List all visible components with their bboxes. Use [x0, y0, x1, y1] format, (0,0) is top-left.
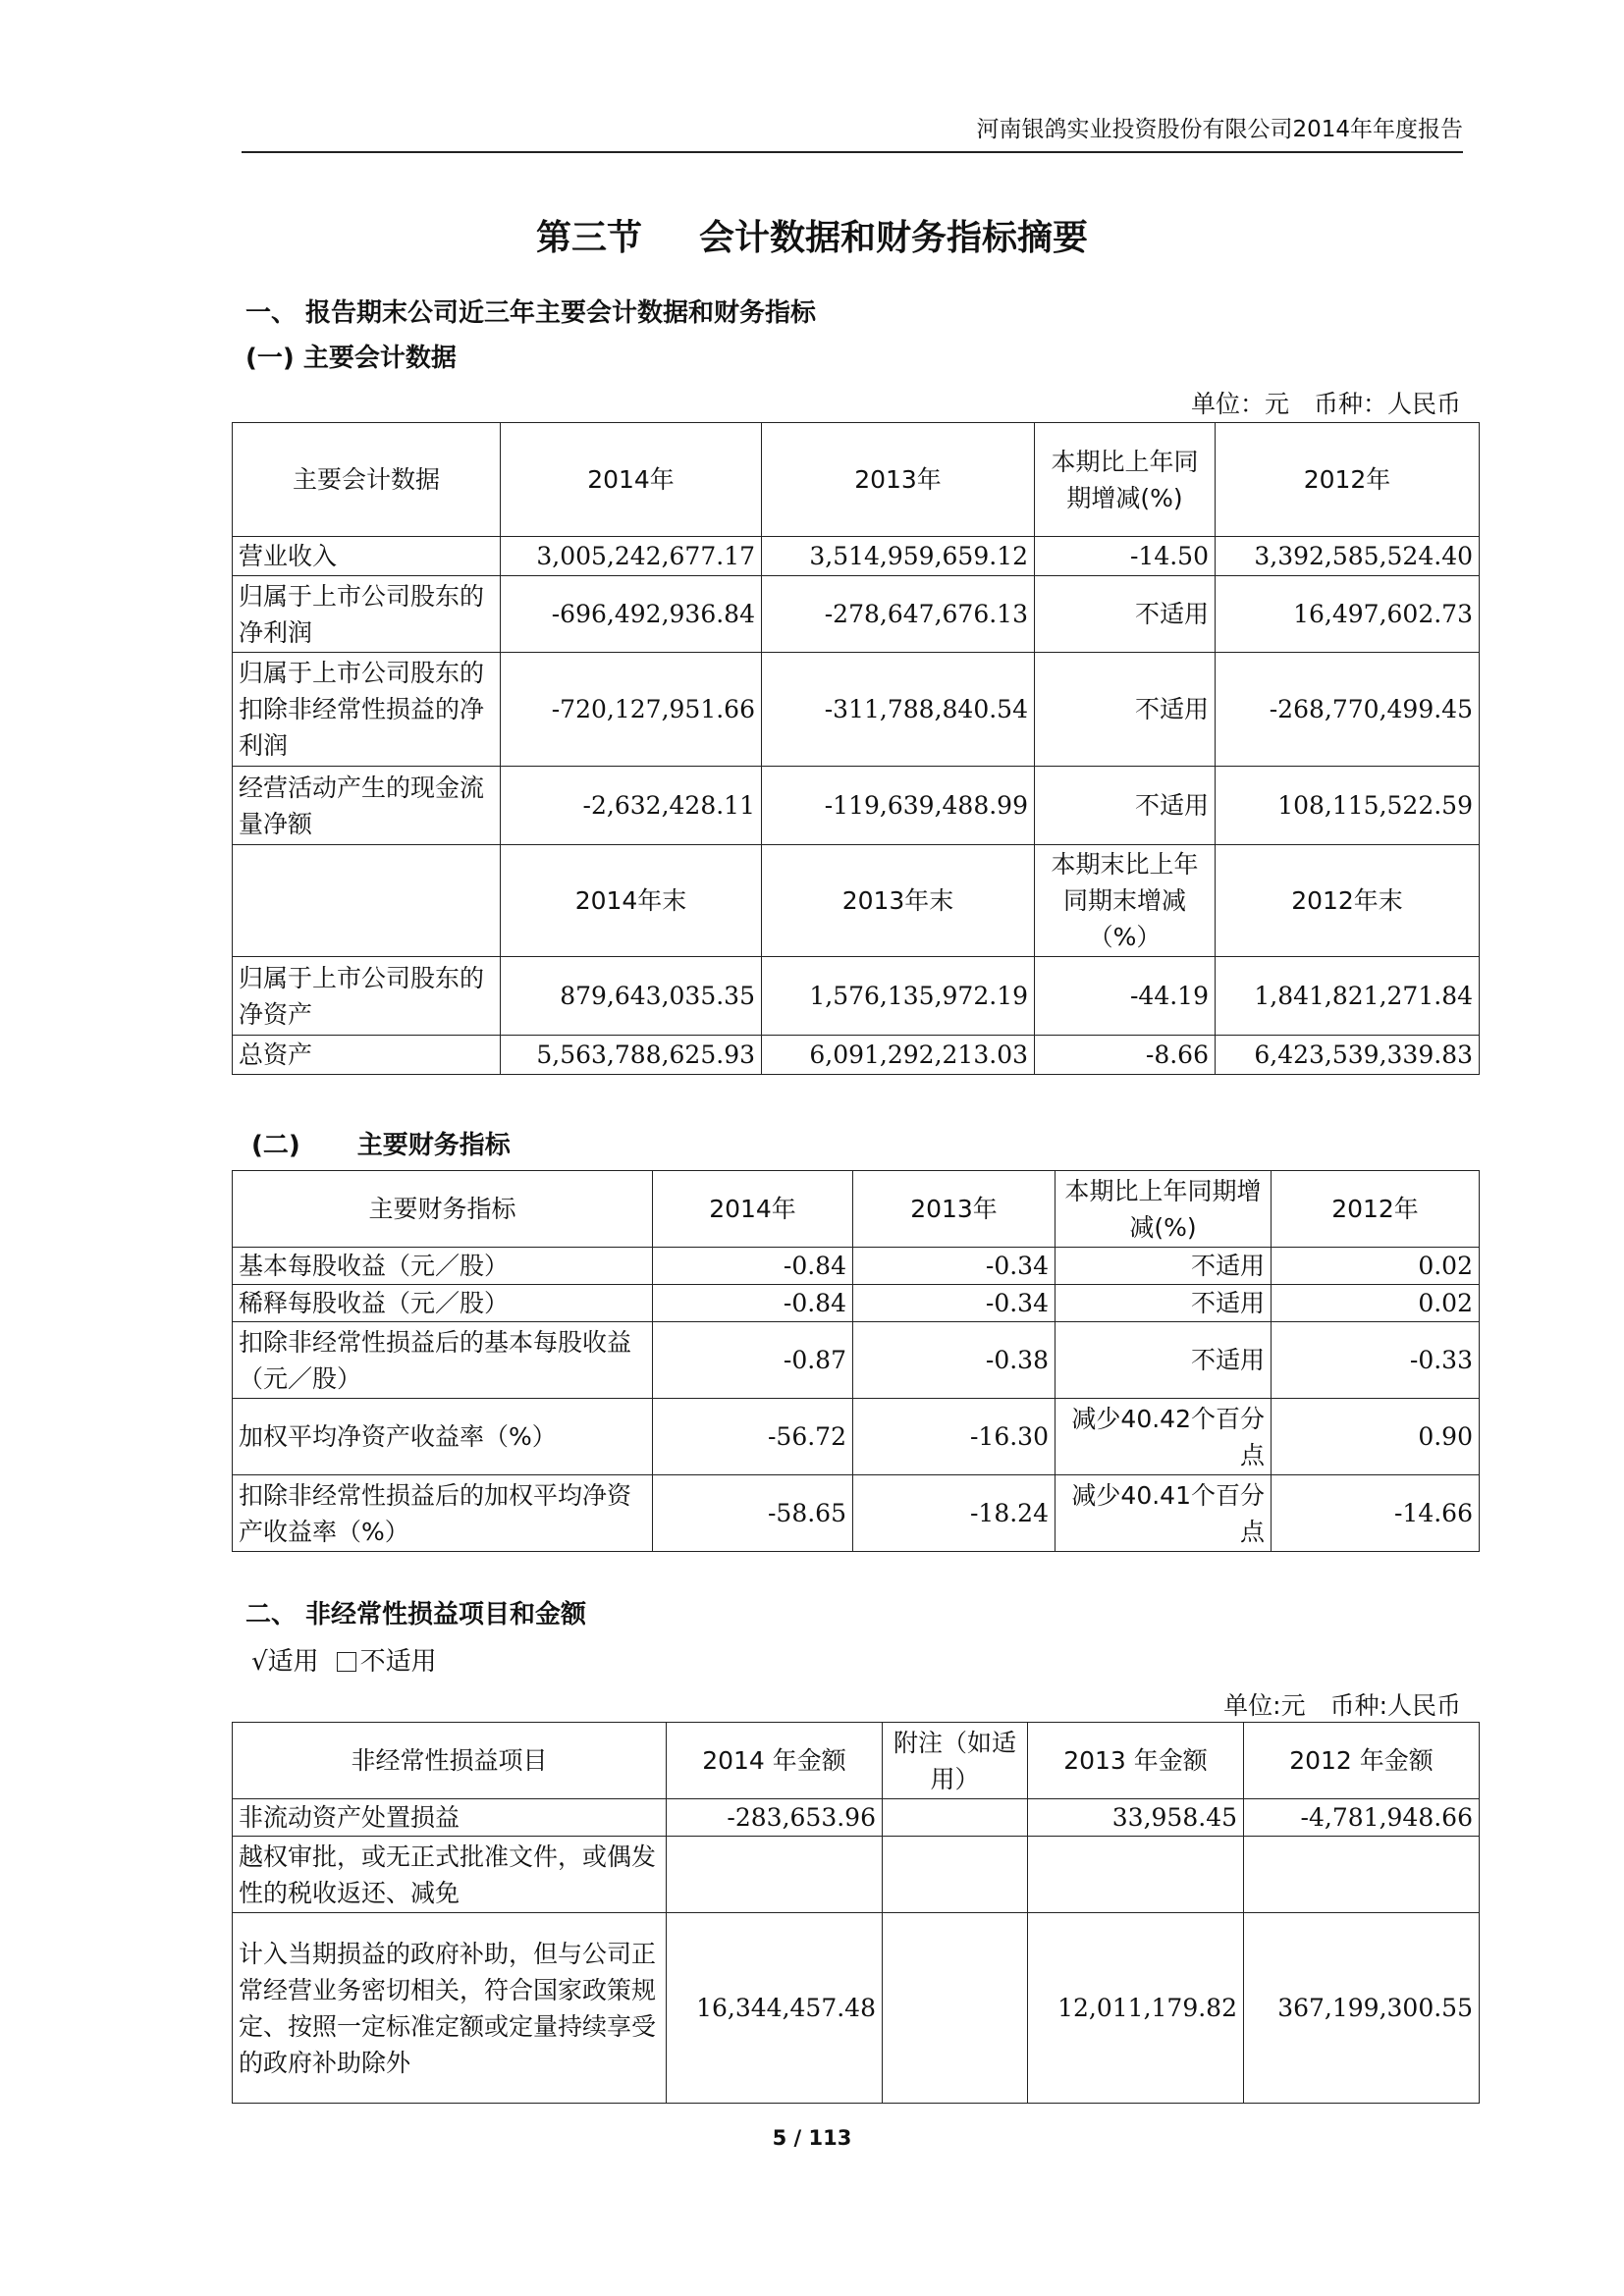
value-cell: -119,639,488.99 [762, 767, 1035, 845]
value-cell: 减少40.42个百分点 [1056, 1399, 1272, 1475]
row-label: 归属于上市公司股东的净利润 [233, 576, 501, 653]
row-label: 总资产 [233, 1036, 501, 1075]
value-cell: 6,091,292,213.03 [762, 1036, 1035, 1075]
value-cell: -696,492,936.84 [501, 576, 762, 653]
value-cell: 12,011,179.82 [1028, 1913, 1244, 2104]
row-label: 计入当期损益的政府补助，但与公司正常经营业务密切相关，符合国家政策规定、按照一定标准定额或定量持续享受的政府补助除外 [233, 1913, 667, 2104]
header-cell: 本期比上年同期增减(%) [1035, 423, 1216, 537]
heading-1: 一、 报告期末公司近三年主要会计数据和财务指标 [245, 298, 817, 328]
value-cell: 33,958.45 [1028, 1799, 1244, 1837]
subheading-number: (二) [251, 1131, 300, 1160]
value-cell: 1,576,135,972.19 [762, 957, 1035, 1036]
value-cell: -0.34 [853, 1285, 1056, 1322]
value-cell: 不适用 [1056, 1248, 1272, 1285]
section-name: 会计数据和财务指标摘要 [699, 218, 1089, 258]
row-label: 归属于上市公司股东的扣除非经常性损益的净利润 [233, 653, 501, 767]
value-cell: -278,647,676.13 [762, 576, 1035, 653]
table-row [233, 653, 1480, 767]
value-cell: 不适用 [1056, 1322, 1272, 1399]
value-cell: 108,115,522.59 [1216, 767, 1480, 845]
table-row [233, 1285, 1480, 1322]
value-cell: -268,770,499.45 [1216, 653, 1480, 767]
table-row [233, 1913, 1480, 2104]
value-cell: -283,653.96 [667, 1799, 883, 1837]
header-cell: 2014年末 [501, 845, 762, 957]
row-label: 加权平均净资产收益率（%） [233, 1399, 653, 1475]
header-cell: 2014年 [501, 423, 762, 537]
table-row [233, 1799, 1480, 1837]
value-cell: -0.33 [1272, 1322, 1480, 1399]
value-cell: 减少40.41个百分点 [1056, 1475, 1272, 1552]
row-label: 稀释每股收益（元／股） [233, 1285, 653, 1322]
header-cell: 2013年 [762, 423, 1035, 537]
value-cell [883, 1837, 1028, 1913]
value-cell [1244, 1837, 1480, 1913]
value-cell: -0.38 [853, 1322, 1056, 1399]
header-cell: 2012年末 [1216, 845, 1480, 957]
table-row [233, 1248, 1480, 1285]
header-cell: 2013 年金额 [1028, 1723, 1244, 1799]
row-label: 归属于上市公司股东的净资产 [233, 957, 501, 1036]
value-cell: -0.87 [653, 1322, 853, 1399]
table-row [233, 1475, 1480, 1552]
applicability-options [251, 1641, 437, 1678]
value-cell: -4,781,948.66 [1244, 1799, 1480, 1837]
table-row [233, 1036, 1480, 1075]
not-applicable-option: 不适用 [359, 1647, 437, 1677]
subheading-main-data: (一) 主要会计数据 [245, 344, 457, 373]
row-label: 扣除非经常性损益后的基本每股收益（元／股） [233, 1322, 653, 1399]
row-label: 非流动资产处置损益 [233, 1799, 667, 1837]
header-cell: 2014年 [653, 1171, 853, 1248]
value-cell: 不适用 [1056, 1285, 1272, 1322]
value-cell: -720,127,951.66 [501, 653, 762, 767]
value-cell: -14.50 [1035, 537, 1216, 576]
heading-2: 二、 非经常性损益项目和金额 [245, 1600, 587, 1629]
unit-note-2: 单位:元 币种:人民币 [1223, 1691, 1461, 1720]
value-cell: 不适用 [1035, 767, 1216, 845]
table-header-row [233, 423, 1480, 537]
value-cell: -0.84 [653, 1285, 853, 1322]
value-cell: 3,514,959,659.12 [762, 537, 1035, 576]
subheading-name: 主要财务指标 [356, 1131, 511, 1160]
value-cell: -44.19 [1035, 957, 1216, 1036]
header-cell: 2012 年金额 [1244, 1723, 1480, 1799]
value-cell: 367,199,300.55 [1244, 1913, 1480, 2104]
header-cell: 主要会计数据 [233, 423, 501, 537]
header-cell [233, 845, 501, 957]
header-cell: 2012年 [1272, 1171, 1480, 1248]
header-cell: 2014 年金额 [667, 1723, 883, 1799]
table-row [233, 1322, 1480, 1399]
value-cell: -8.66 [1035, 1036, 1216, 1075]
unit-note-1: 单位：元 币种：人民币 [1190, 390, 1461, 418]
value-cell [1028, 1837, 1244, 1913]
non-recurring-items-table [232, 1722, 1480, 2104]
value-cell: -14.66 [1272, 1475, 1480, 1552]
table-header-row [233, 1171, 1480, 1248]
header-cell: 附注（如适用） [883, 1723, 1028, 1799]
value-cell [883, 1913, 1028, 2104]
applicable-option: √适用 [251, 1647, 319, 1677]
value-cell [667, 1837, 883, 1913]
table-row [233, 1837, 1480, 1913]
table-header-row [233, 845, 1480, 957]
accounting-data-table [232, 422, 1480, 1075]
value-cell: 0.90 [1272, 1399, 1480, 1475]
value-cell: -58.65 [653, 1475, 853, 1552]
row-label: 营业收入 [233, 537, 501, 576]
value-cell [883, 1799, 1028, 1837]
value-cell: -0.84 [653, 1248, 853, 1285]
value-cell: 不适用 [1035, 653, 1216, 767]
subheading-financial-indicators [251, 1125, 511, 1161]
value-cell: -311,788,840.54 [762, 653, 1035, 767]
page-header: 河南银鸽实业投资股份有限公司2014年年度报告 [242, 110, 1463, 153]
section-number: 第三节 [535, 218, 642, 258]
header-cell: 本期末比上年同期末增减（%） [1035, 845, 1216, 957]
value-cell: 3,392,585,524.40 [1216, 537, 1480, 576]
row-label: 扣除非经常性损益后的加权平均净资产收益率（%） [233, 1475, 653, 1552]
table-header-row [233, 1723, 1480, 1799]
table-row [233, 537, 1480, 576]
value-cell: -16.30 [853, 1399, 1056, 1475]
table-row [233, 1399, 1480, 1475]
header-cell: 2013年末 [762, 845, 1035, 957]
page-number: 5 / 113 [772, 2126, 852, 2150]
table-row [233, 957, 1480, 1036]
header-cell: 2012年 [1216, 423, 1480, 537]
header-cell: 本期比上年同期增减(%) [1056, 1171, 1272, 1248]
value-cell: -2,632,428.11 [501, 767, 762, 845]
value-cell: 0.02 [1272, 1248, 1480, 1285]
value-cell: -56.72 [653, 1399, 853, 1475]
table-row [233, 576, 1480, 653]
row-label: 经营活动产生的现金流量净额 [233, 767, 501, 845]
financial-indicators-table [232, 1170, 1480, 1552]
value-cell: 不适用 [1035, 576, 1216, 653]
value-cell: -0.34 [853, 1248, 1056, 1285]
value-cell: 16,344,457.48 [667, 1913, 883, 2104]
row-label: 越权审批，或无正式批准文件，或偶发性的税收返还、减免 [233, 1837, 667, 1913]
value-cell: 0.02 [1272, 1285, 1480, 1322]
header-cell: 2013年 [853, 1171, 1056, 1248]
value-cell: 3,005,242,677.17 [501, 537, 762, 576]
table-row [233, 767, 1480, 845]
value-cell: 6,423,539,339.83 [1216, 1036, 1480, 1075]
header-cell: 非经常性损益项目 [233, 1723, 667, 1799]
value-cell: 1,841,821,271.84 [1216, 957, 1480, 1036]
row-label: 基本每股收益（元／股） [233, 1248, 653, 1285]
section-title [0, 210, 1624, 260]
value-cell: -18.24 [853, 1475, 1056, 1552]
value-cell: 16,497,602.73 [1216, 576, 1480, 653]
header-cell: 主要财务指标 [233, 1171, 653, 1248]
value-cell: 879,643,035.35 [501, 957, 762, 1036]
value-cell: 5,563,788,625.93 [501, 1036, 762, 1075]
checkbox-icon [337, 1652, 356, 1672]
